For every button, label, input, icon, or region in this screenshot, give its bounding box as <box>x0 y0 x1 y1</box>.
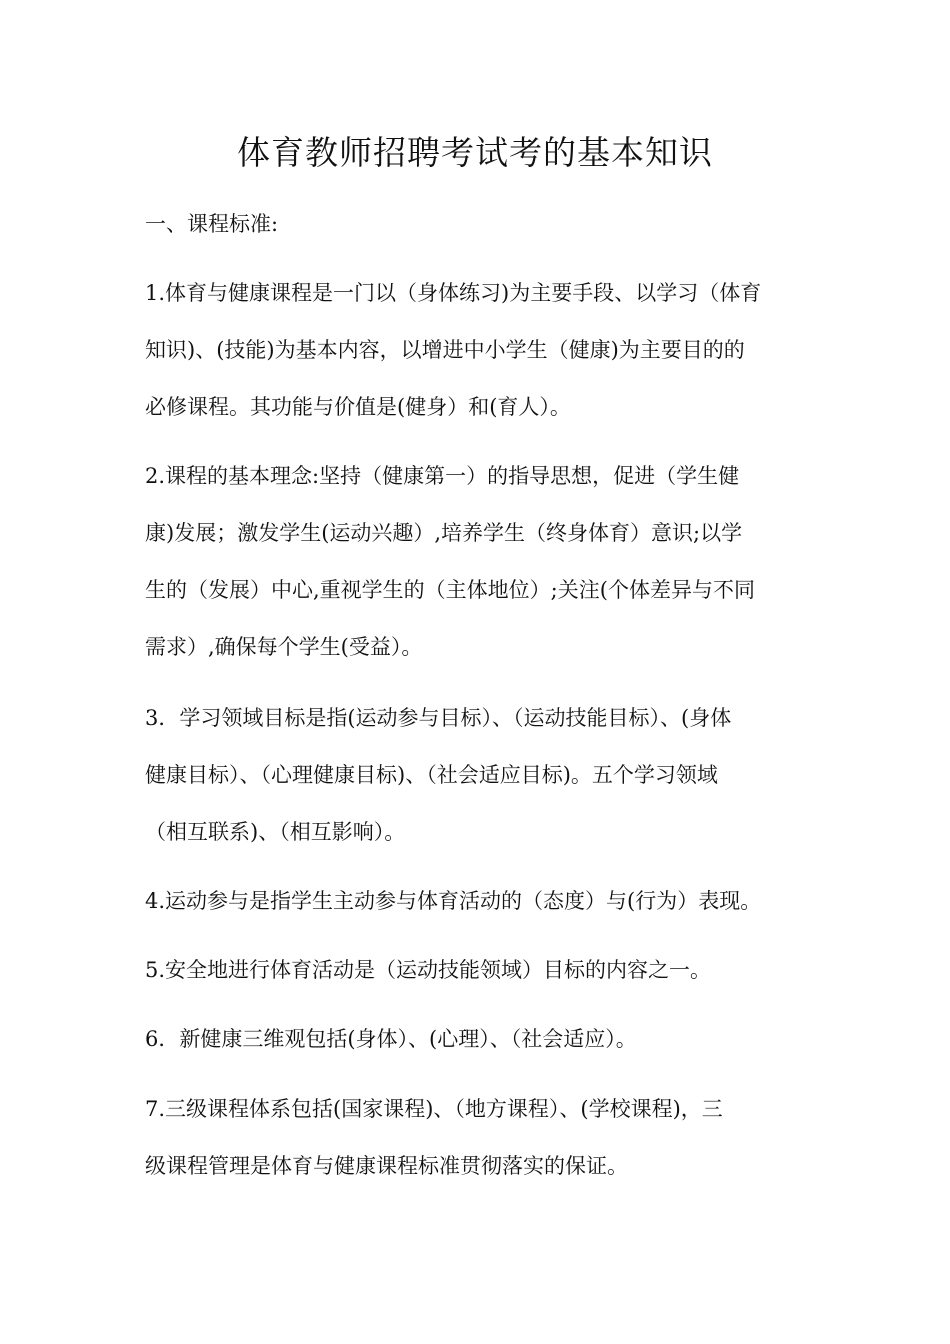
paragraph-line: 级课程管理是体育与健康课程标准贯彻落实的保证。 <box>145 1154 628 1178</box>
paragraph-6 <box>145 1011 810 1068</box>
paragraph-line: （相互联系)、（相互影响）。 <box>145 820 406 844</box>
paragraph-line: 健康目标）、（心理健康目标)、（社会适应目标)。五个学习领域 <box>145 763 718 787</box>
paragraph-line: 6．新健康三维观包括(身体）、(心理）、（社会适应）。 <box>145 1027 637 1051</box>
paragraph-3 <box>145 690 810 861</box>
paragraph-line: 7.三级课程体系包括(国家课程)、（地方课程）、(学校课程)，三 <box>145 1097 723 1121</box>
paragraph-2 <box>145 448 810 676</box>
paragraph-1 <box>145 265 810 436</box>
paragraph-line: 1.体育与健康课程是一门以（身体练习)为主要手段、以学习（体育 <box>145 281 762 305</box>
paragraph-line: 需求）,确保每个学生(受益）。 <box>145 635 423 659</box>
paragraph-line: 知识)、(技能)为基本内容，以增进中小学生（健康)为主要目的的 <box>145 338 745 362</box>
paragraph-4 <box>145 873 810 930</box>
paragraph-line: 生的（发展）中心,重视学生的（主体地位）;关注(个体差异与不同 <box>145 578 755 602</box>
paragraph-line: 必修课程。其功能与价值是(健身）和(育人）。 <box>145 395 571 419</box>
paragraph-5 <box>145 942 810 999</box>
paragraph-7 <box>145 1081 810 1195</box>
paragraph-line: 2.课程的基本理念:坚持（健康第一）的指导思想，促进（学生健 <box>145 464 740 488</box>
document-title: 体育教师招聘考试考的基本知识 <box>237 133 713 172</box>
paragraph-line: 3．学习领域目标是指(运动参与目标）、（运动技能目标）、(身体 <box>145 706 732 730</box>
paragraph-line: 康)发展；激发学生(运动兴趣）,培养学生（终身体育）意识;以学 <box>145 521 743 545</box>
paragraph-line: 4.运动参与是指学生主动参与体育活动的（态度）与(行为）表现。 <box>145 889 762 913</box>
section-heading: 一、课程标准: <box>145 212 279 236</box>
paragraph-line: 5.安全地进行体育活动是（运动技能领域）目标的内容之一。 <box>145 958 712 982</box>
